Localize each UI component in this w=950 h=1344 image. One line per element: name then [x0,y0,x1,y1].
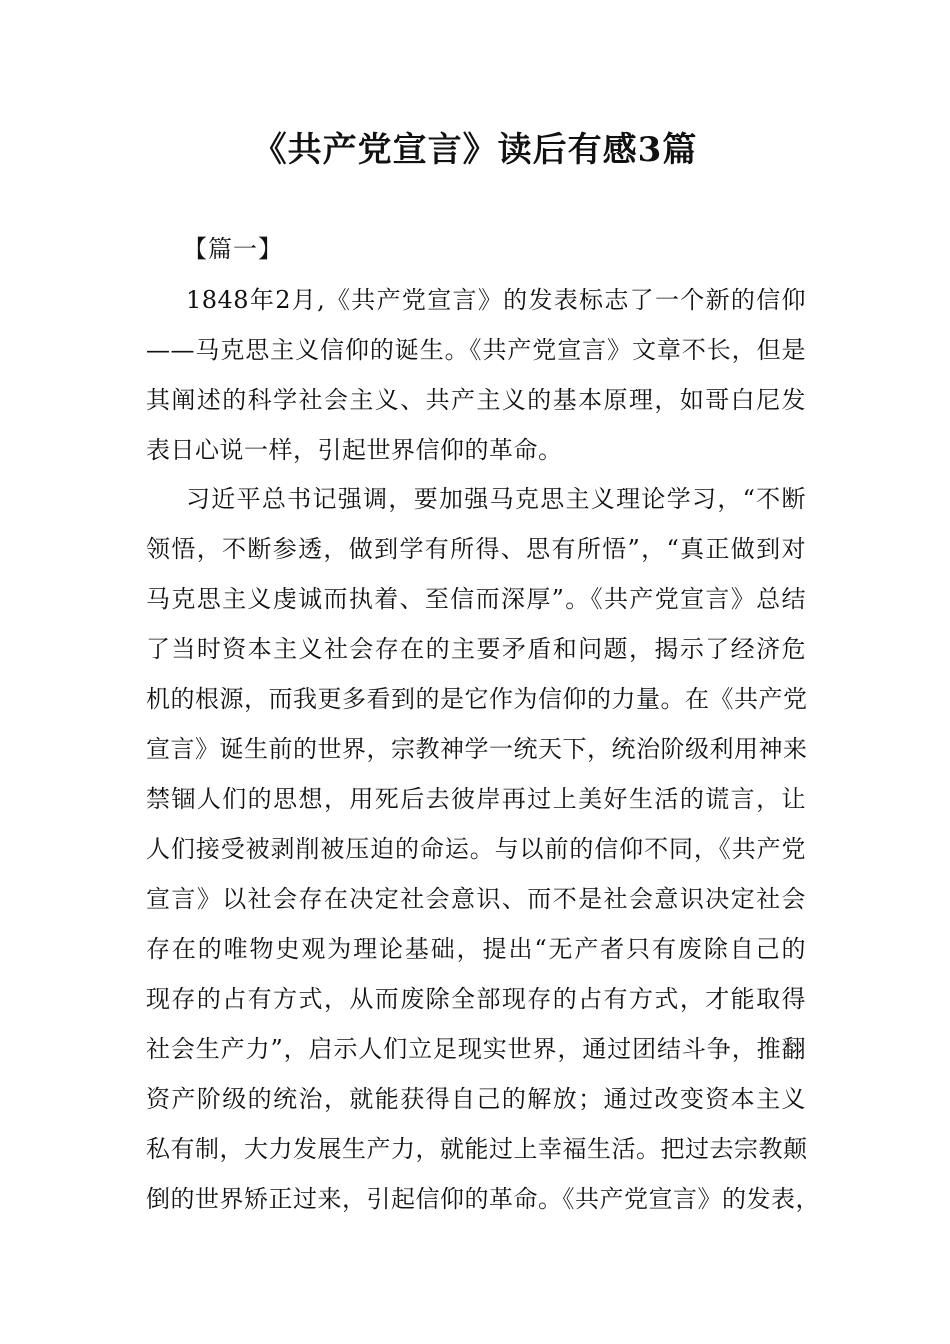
paragraph-line: 其阐述的科学社会主义、共产主义的基本原理，如哥白尼发 [146,386,806,414]
paragraph-1 [146,275,806,475]
paragraph-line: 社会生产力”，启示人们立足现实世界，通过团结斗争，推翻 [146,1035,806,1063]
paragraph-line: 人们接受被剥削被压迫的命运。与以前的信仰不同，《共产党 [146,835,806,863]
paragraph-line: 表日心说一样，引起世界信仰的革命。 [146,436,563,464]
paragraph-line: 倒的世界矫正过来，引起信仰的革命。《共产党宣言》的发表， [146,1185,820,1213]
paragraph-line: 领悟，不断参透，做到学有所得、思有所悟”，“真正做到对 [146,535,806,563]
paragraph-line: 1848年2月,《共产党宣言》的发表标志了一个新的信仰 [186,286,806,314]
paragraph-line: 资产阶级的统治，就能获得自己的解放；通过改变资本主义 [146,1085,806,1113]
paragraph-line: 了当时资本主义社会存在的主要矛盾和问题，揭示了经济危 [146,635,806,663]
paragraph-line: 私有制，大力发展生产力，就能过上幸福生活。把过去宗教颠 [146,1135,808,1163]
section-label: 【篇一】 [183,235,283,263]
paragraph-line: 禁锢人们的思想，用死后去彼岸再过上美好生活的谎言，让 [146,785,806,813]
paragraph-line: 宣言》诞生前的世界，宗教神学一统天下，统治阶级利用神来 [146,735,808,763]
paragraph-line: 机的根源，而我更多看到的是它作为信仰的力量。在《共产党 [146,685,808,713]
paragraph-line: 马克思主义虔诚而执着、至信而深厚”。《共产党宣言》总结 [146,585,806,613]
paragraph-2 [146,474,820,1224]
paragraph-line: ——马克思主义信仰的诞生。《共产党宣言》文章不长，但是 [146,336,806,364]
paragraph-line: 习近平总书记强调，要加强马克思主义理论学习，“不断 [186,485,806,513]
paragraph-line: 宣言》以社会存在决定社会意识、而不是社会意识决定社会 [146,885,806,913]
document-title: 《共产党宣言》读后有感3篇 [252,130,698,170]
paragraph-line: 存在的唯物史观为理论基础，提出“无产者只有废除自己的 [146,935,806,963]
paragraph-line: 现存的占有方式，从而废除全部现存的占有方式，才能取得 [146,985,806,1013]
